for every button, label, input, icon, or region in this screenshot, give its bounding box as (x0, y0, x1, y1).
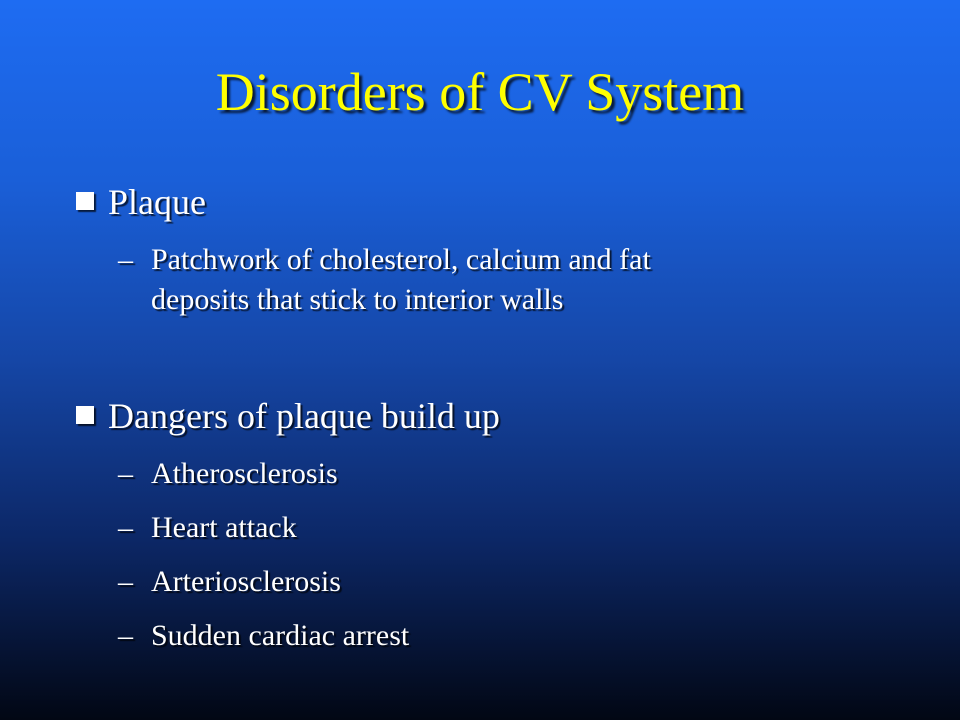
subitem-text-line2: deposits that stick to interior walls (151, 283, 564, 316)
subitem-plaque-definition (118, 240, 651, 280)
subitem-text: Arteriosclerosis (151, 565, 341, 598)
dash-marker: – (118, 565, 133, 598)
bullet-label: Plaque (108, 182, 206, 222)
subitem-text: Sudden cardiac arrest (151, 619, 410, 652)
dash-marker: – (118, 243, 133, 276)
bullet-dangers (76, 394, 500, 438)
subitem-text-line1: Patchwork of cholesterol, calcium and fat (151, 243, 651, 276)
square-bullet-icon (76, 192, 94, 210)
subitem-arteriosclerosis (118, 562, 341, 602)
subitem-plaque-definition-continued (118, 280, 563, 320)
dash-marker: – (118, 511, 133, 544)
bullet-label: Dangers of plaque build up (108, 396, 500, 436)
subitem-heart-attack (118, 508, 297, 548)
dash-marker: – (118, 457, 133, 490)
subitem-atherosclerosis (118, 454, 338, 494)
subitem-text: Heart attack (151, 511, 297, 544)
subitem-sudden-cardiac-arrest (118, 616, 409, 656)
square-bullet-icon (76, 406, 94, 424)
bullet-plaque (76, 180, 206, 224)
slide-title: Disorders of CV System (215, 62, 745, 122)
subitem-text: Atherosclerosis (151, 457, 338, 490)
dash-marker: – (118, 619, 133, 652)
